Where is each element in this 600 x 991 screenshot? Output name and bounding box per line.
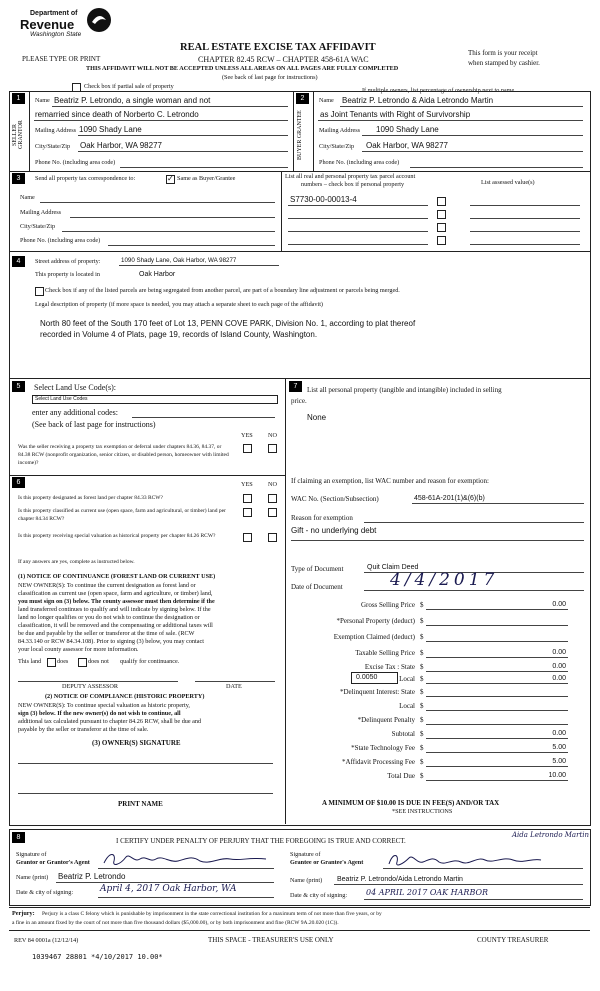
form-warning: THIS AFFIDAVIT WILL NOT BE ACCEPTED UNLESS ALL AREAS ON ALL PAGES ARE FULLY COMPLETED bbox=[86, 65, 399, 72]
exemption-claimed-label: Exemption Claimed (deduct) bbox=[333, 633, 415, 641]
personal-deduct-rule bbox=[426, 625, 568, 626]
processing-fee-dollar: $ bbox=[420, 758, 424, 766]
notice2-line-b: sign (3) below. If the new owner(s) do not wish to continue, all bbox=[18, 710, 181, 717]
exemption-question: Was the seller receiving a property tax exemption or deferral under chapters 84.36, 84.37, or 84.38 RCW (nonprofit organization, senior citizen, or disabled person, homeowner with limited income)? bbox=[18, 444, 229, 466]
forest-land-question: Is this property designated as forest land per chapter 84.33 RCW? bbox=[18, 495, 163, 501]
located-city[interactable]: Oak Harbor bbox=[139, 271, 176, 278]
grantee-phone-rule bbox=[410, 167, 583, 168]
sec6-yes: YES bbox=[241, 481, 253, 488]
sec5-no: NO bbox=[268, 432, 277, 439]
notice1-line-f: classification, it will be removed and the compensating or additional taxes will bbox=[18, 622, 213, 629]
sec5-yes: YES bbox=[241, 432, 253, 439]
this-land-label: This land bbox=[18, 658, 42, 665]
total-due-value[interactable]: 10.00 bbox=[548, 772, 566, 779]
form-subtitle: CHAPTER 82.45 RCW – CHAPTER 458-61A WAC bbox=[198, 55, 369, 64]
notice2-line-a: NEW OWNER(S): To continue special valuation as historic property, bbox=[18, 702, 190, 709]
grantor-mailing-rule bbox=[78, 135, 288, 136]
reason-value[interactable]: Gift - no underlying debt bbox=[291, 526, 377, 535]
sec3-phone-label: Phone No. (including area code) bbox=[20, 237, 101, 244]
street-address[interactable]: 1090 Shady Lane, Oak Harbor, WA 98277 bbox=[121, 257, 237, 264]
same-as-buyer-checkbox[interactable] bbox=[166, 175, 175, 184]
treasurer-space-label: THIS SPACE - TREASURER'S USE ONLY bbox=[208, 936, 334, 944]
exemption-claimed-dollar: $ bbox=[420, 633, 424, 641]
subtotal-dollar: $ bbox=[420, 730, 424, 738]
please-type: PLEASE TYPE OR PRINT bbox=[22, 55, 101, 63]
send-correspondence-label: Send all property tax correspondence to: bbox=[35, 175, 136, 182]
personal-deduct-label: *Personal Property (deduct) bbox=[336, 617, 415, 625]
assessed-rule-1 bbox=[470, 205, 580, 206]
deputy-assessor-label: DEPUTY ASSESSOR bbox=[62, 683, 118, 690]
minimum-due-note: A MINIMUM OF $10.00 IS DUE IN FEE(S) AND/OR TAX bbox=[322, 799, 500, 807]
current-use-no-checkbox[interactable] bbox=[268, 508, 277, 517]
notice1-line-d: land transferred continues to qualify and will indicate by signing below. If the bbox=[18, 606, 211, 613]
receipt-note2: when stamped by cashier. bbox=[468, 59, 540, 67]
owner-sig-rule-2 bbox=[18, 793, 273, 794]
grantor-date-city[interactable]: April 4, 2017 Oak Harbor, WA bbox=[100, 884, 237, 894]
delinquent-local-rule bbox=[426, 710, 568, 711]
land-use-select[interactable] bbox=[32, 395, 278, 404]
grantee-name-line1[interactable]: Beatriz P. Letrondo & Aida Letrondo Martin bbox=[342, 96, 494, 105]
section-8-number: 8 bbox=[12, 832, 25, 843]
personal-property-label1: List all personal property (tangible and intangible) included in selling bbox=[307, 386, 502, 394]
notice2-line-c: additional tax calculated pursuant to chapter 84.26 RCW, shall be due and bbox=[18, 718, 202, 725]
wac-intro: If claiming an exemption, list WAC number and reason for exemption: bbox=[291, 477, 489, 485]
document-date[interactable]: 4/4/2017 bbox=[390, 570, 499, 590]
delinquent-local-label: Local bbox=[399, 702, 415, 710]
grantor-name-print[interactable]: Beatriz P. Letrondo bbox=[58, 872, 126, 881]
section-5-number: 5 bbox=[12, 381, 25, 392]
same-as-buyer-check: ✓ bbox=[167, 174, 174, 183]
local-rate-value: 0.0050 bbox=[356, 674, 378, 681]
reason-rule-2 bbox=[291, 540, 584, 541]
excise-state-dollar: $ bbox=[420, 663, 424, 671]
deputy-date-rule bbox=[195, 681, 275, 682]
personal-property-checkbox-3[interactable] bbox=[437, 223, 446, 232]
see-instructions-note: *SEE INSTRUCTIONS bbox=[392, 808, 453, 815]
sec3-phone-rule bbox=[108, 245, 275, 246]
exemption-yes-checkbox[interactable] bbox=[243, 444, 252, 453]
taxable-value[interactable]: 0.00 bbox=[552, 649, 566, 656]
grantor-name-line1-rule bbox=[52, 106, 288, 107]
grantee-name-line2[interactable]: as Joint Tenants with Right of Survivorship bbox=[320, 110, 471, 119]
grantee-date-rule bbox=[364, 899, 583, 900]
assessed-rule-3 bbox=[470, 231, 580, 232]
grantee-name-line1-rule bbox=[340, 106, 583, 107]
penalty-rule bbox=[426, 724, 568, 725]
penalty-dollar: $ bbox=[420, 716, 424, 724]
sec5-see-back: (See back of last page for instructions) bbox=[32, 420, 156, 429]
document-type[interactable]: Quit Claim Deed bbox=[367, 564, 419, 571]
sec12-bottom bbox=[9, 171, 590, 172]
buyer-grantee-label: BUYER GRANTEE bbox=[297, 110, 303, 160]
delinquent-state-rule bbox=[426, 696, 568, 697]
excise-state-value[interactable]: 0.00 bbox=[552, 663, 566, 670]
grantor-mailing[interactable]: 1090 Shady Lane bbox=[79, 125, 142, 134]
multiple-owners-label: If multiple owners, list percentage of ownership next to name. bbox=[362, 87, 516, 94]
agency-line3: Washington State bbox=[30, 31, 82, 38]
same-as-buyer-label: Same as Buyer/Grantee bbox=[177, 175, 236, 182]
notice1-line-g: be due and payable by the seller or transferor at the time of sale. (RCW bbox=[18, 630, 195, 637]
assessed-rule-4 bbox=[470, 244, 580, 245]
document-type-label: Type of Document bbox=[291, 565, 344, 573]
treasurer-stamp: 1039467 28801 *4/10/2017 10.00* bbox=[32, 953, 163, 961]
grantor-city-rule bbox=[78, 151, 288, 152]
assessed-rule-2 bbox=[470, 218, 580, 219]
personal-property-value[interactable]: None bbox=[307, 413, 327, 422]
receipt-note1: This form is your receipt bbox=[468, 49, 538, 57]
local-dollar: $ bbox=[420, 675, 424, 683]
section-1-number: 1 bbox=[12, 93, 25, 104]
sec3-city-label: City/State/Zip bbox=[20, 223, 56, 230]
tech-fee-value[interactable]: 5.00 bbox=[552, 744, 566, 751]
qualify-label: qualify for continuance. bbox=[120, 658, 180, 665]
additional-codes-label: enter any additional codes: bbox=[32, 408, 118, 417]
excise-state-label: Excise Tax : State bbox=[364, 663, 415, 671]
additional-codes-rule bbox=[132, 417, 275, 418]
grantor-sig-rule bbox=[98, 868, 274, 869]
sec6-no: NO bbox=[268, 481, 277, 488]
parcel-header2: numbers – check box if personal property bbox=[301, 181, 405, 188]
does-not-label: does not bbox=[88, 658, 109, 665]
owner-signature-label: (3) OWNER(S) SIGNATURE bbox=[92, 739, 181, 747]
grantor-sig-label2: Grantor or Grantor's Agent bbox=[16, 859, 90, 866]
tech-fee-rule bbox=[426, 752, 568, 753]
deputy-rule bbox=[18, 681, 178, 682]
personal-property-checkbox-1[interactable] bbox=[437, 197, 446, 206]
section-7-number: 7 bbox=[289, 381, 302, 392]
document-date-label: Date of Document bbox=[291, 583, 343, 591]
local-rule bbox=[426, 683, 568, 684]
grantee-mailing[interactable]: 1090 Shady Lane bbox=[376, 125, 439, 134]
notice-compliance-title: (2) NOTICE OF COMPLIANCE (HISTORIC PROPERTY) bbox=[45, 693, 205, 700]
grantee-city-rule bbox=[362, 151, 583, 152]
perjury-bold: Perjury: bbox=[12, 910, 35, 917]
grantor-name-line2[interactable]: remarried since death of Norberto C. Letrondo bbox=[35, 110, 199, 119]
sec3-mailing-rule bbox=[70, 217, 275, 218]
notice2-line-d: payable by the seller or transferor at the time of sale. bbox=[18, 726, 149, 733]
local-value[interactable]: 0.00 bbox=[552, 675, 566, 682]
exemption-claimed-rule bbox=[426, 641, 568, 642]
land-use-label: Select Land Use Code(s): bbox=[34, 383, 116, 392]
sec5-bottom bbox=[9, 475, 285, 476]
personal-property-checkbox-2[interactable] bbox=[437, 210, 446, 219]
notice1-line-i: your local county assessor for more information. bbox=[18, 646, 139, 653]
grantee-city[interactable]: Oak Harbor, WA 98277 bbox=[366, 141, 448, 150]
located-label: This property is located in bbox=[35, 271, 100, 278]
taxable-dollar: $ bbox=[420, 649, 424, 657]
wac-label: WAC No. (Section/Subsection) bbox=[291, 495, 379, 503]
grantee-mailing-rule bbox=[362, 135, 583, 136]
gross-rule bbox=[426, 609, 568, 610]
owner-sig-rule-1 bbox=[18, 763, 273, 764]
assessed-header: List assessed value(s) bbox=[481, 179, 535, 186]
gross-value[interactable]: 0.00 bbox=[552, 601, 566, 608]
grantee-name-line2-rule bbox=[318, 120, 583, 121]
current-use-question: Is this property classified as current use (open space, farm and agricultural, or timber) land per chapter 84.34 RCW? bbox=[18, 508, 226, 522]
sec3-bottom bbox=[9, 251, 590, 252]
print-name-label: PRINT NAME bbox=[118, 800, 163, 808]
grantee-signature[interactable] bbox=[385, 850, 545, 870]
certify-statement: I CERTIFY UNDER PENALTY OF PERJURY THAT THE FOREGOING IS TRUE AND CORRECT. bbox=[116, 837, 406, 845]
sec1-phone-label: Phone No. (including area code) bbox=[35, 159, 116, 166]
section-4-number: 4 bbox=[12, 256, 25, 267]
sec2-city-label: City/State/Zip bbox=[319, 143, 355, 150]
perjury-text-line2: a fine in an amount fixed by the court of not more than five thousand dollars ($5,000.00), or by both imprisonment and fine (RCW 9A.20.020 (1C)). bbox=[12, 920, 339, 926]
grantee-sig-label2: Grantee or Grantee's Agent bbox=[290, 859, 364, 866]
sec2-name-label: Name bbox=[319, 97, 334, 104]
certify-handwritten-note: Aida Letrondo Martin bbox=[512, 831, 590, 839]
grantee-date-city[interactable]: 04 APRIL 2017 OAK HARBOR bbox=[366, 888, 489, 897]
historical-yes-checkbox[interactable] bbox=[243, 533, 252, 542]
sec1-city-label: City/State/Zip bbox=[35, 143, 71, 150]
tech-fee-dollar: $ bbox=[420, 744, 424, 752]
partial-sale-label: Check box if partial sale of property bbox=[84, 83, 174, 90]
parcel-rule-2 bbox=[288, 218, 428, 219]
grantor-name-print-label: Name (print) bbox=[16, 874, 49, 881]
forest-no-checkbox[interactable] bbox=[268, 494, 277, 503]
legal-description-line2[interactable]: recorded in Volume 4 of Plats, page 19, records of Island County, Washington. bbox=[40, 330, 318, 339]
current-use-yes-checkbox[interactable] bbox=[243, 508, 252, 517]
historical-question: Is this property receiving special valuation as historical property per chapter 84.26 RCW? bbox=[18, 533, 216, 539]
center-divider bbox=[285, 378, 286, 824]
gross-label: Gross Selling Price bbox=[360, 601, 415, 609]
sec2-phone-label: Phone No. (including area code) bbox=[319, 159, 400, 166]
grantee-name-print-rule bbox=[334, 884, 583, 885]
grantor-phone-rule bbox=[120, 167, 288, 168]
agency-line2: Revenue bbox=[20, 17, 75, 32]
local-rate-box[interactable] bbox=[351, 672, 398, 684]
notice1-line-b: classification as current use (open space, farm and agriculture, or timber) land, bbox=[18, 590, 213, 597]
taxable-rule bbox=[426, 657, 568, 658]
delinquent-local-dollar: $ bbox=[420, 702, 424, 710]
street-label: Street address of property: bbox=[35, 258, 101, 265]
segregated-label: Check box if any of the listed parcels are being segregated from another parcel, are part of a boundary line adjustment or parcels being merged. bbox=[45, 287, 400, 294]
sec1-divider bbox=[29, 91, 30, 171]
wac-rule bbox=[412, 503, 584, 504]
delinquent-state-dollar: $ bbox=[420, 688, 424, 696]
sec3-mailing-label: Mailing Address bbox=[20, 209, 62, 216]
grantee-name-print[interactable]: Beatriz P. Letrondo/Aida Letrondo Martin bbox=[337, 876, 463, 883]
notice-continuance-title: (1) NOTICE OF CONTINUANCE (FOREST LAND OR CURRENT USE) bbox=[18, 573, 216, 580]
total-due-rule bbox=[426, 780, 568, 781]
document-date-rule bbox=[364, 590, 584, 591]
reason-label: Reason for exemption bbox=[291, 514, 353, 522]
grantor-date-label: Date & city of signing: bbox=[16, 889, 74, 896]
sec1-name-label: Name bbox=[35, 97, 50, 104]
personal-property-checkbox-4[interactable] bbox=[437, 236, 446, 245]
sec3-city-rule bbox=[62, 231, 275, 232]
land-use-select-value: Select Land Use Codes bbox=[35, 396, 88, 402]
total-due-label: Total Due bbox=[387, 772, 415, 780]
grantee-date-label: Date & city of signing: bbox=[290, 892, 348, 899]
grantor-signature[interactable] bbox=[100, 849, 270, 869]
notice1-line-e: land no longer qualifies or you do not wish to continue the designation or bbox=[18, 614, 200, 621]
form-revision: REV 84 0001a (12/12/14) bbox=[14, 937, 79, 944]
footer-top-rule bbox=[9, 907, 590, 908]
does-checkbox[interactable] bbox=[47, 658, 56, 667]
parcel-rule-1 bbox=[288, 205, 428, 206]
see-back: (See back of last page for instructions) bbox=[222, 74, 318, 81]
section-3-number: 3 bbox=[12, 173, 25, 184]
total-due-dollar: $ bbox=[420, 772, 424, 780]
legal-description-line1[interactable]: North 80 feet of the South 170 feet of Lot 13, PENN COVE PARK, Division No. 1, according to plat thereof bbox=[40, 319, 416, 328]
excise-state-rule bbox=[426, 671, 568, 672]
subtotal-value[interactable]: 0.00 bbox=[552, 730, 566, 737]
notice1-line-c: you must sign on (3) below. The county assessor must then determine if the bbox=[18, 598, 215, 605]
notice1-line-a: NEW OWNER(S): To continue the current designation as forest land or bbox=[18, 582, 196, 589]
grantor-city[interactable]: Oak Harbor, WA 98277 bbox=[80, 141, 162, 150]
historical-no-checkbox[interactable] bbox=[268, 533, 277, 542]
grantee-name-print-label: Name (print) bbox=[290, 877, 323, 884]
subtotal-rule bbox=[426, 738, 568, 739]
deputy-date-label: DATE bbox=[226, 683, 242, 690]
grantor-name-line2-rule bbox=[34, 120, 288, 121]
section-6-number: 6 bbox=[12, 477, 25, 488]
grantor-name-line1[interactable]: Beatriz P. Letrondo, a single woman and not bbox=[54, 96, 211, 105]
agency-line1: Department of bbox=[30, 10, 78, 17]
parcel-number[interactable]: S7730-00-00013-4 bbox=[290, 195, 357, 204]
grantor-name-print-rule bbox=[56, 882, 274, 883]
grantee-sig-rule bbox=[383, 868, 583, 869]
personal-deduct-dollar: $ bbox=[420, 617, 424, 625]
form-title: REAL ESTATE EXCISE TAX AFFIDAVIT bbox=[180, 42, 376, 53]
processing-fee-label: *Affidavit Processing Fee bbox=[342, 758, 415, 766]
penalty-label: *Delinquent Penalty bbox=[357, 716, 415, 724]
grantor-date-rule bbox=[98, 897, 274, 898]
does-label: does bbox=[57, 658, 69, 665]
grantee-sig-label1: Signature of bbox=[290, 851, 321, 858]
perjury-text-line1: Perjury is a class C felony which is punishable by imprisonment in the state correctional institution for a maximum term of not more than five years, or by bbox=[42, 911, 382, 917]
tech-fee-label: *State Technology Fee bbox=[351, 744, 415, 752]
sec4-bottom bbox=[9, 378, 590, 379]
local-label: Local bbox=[399, 675, 415, 683]
forest-yes-checkbox[interactable] bbox=[243, 494, 252, 503]
notice1-line-h: 84.33.140 or RCW 84.34.108). Prior to signing (3) below, you may contact bbox=[18, 638, 204, 645]
parcel-header1: List all real and personal property tax parcel account bbox=[285, 173, 416, 180]
seller-grantor-label: SELLER GRANTOR bbox=[12, 120, 24, 150]
segregated-checkbox[interactable] bbox=[35, 287, 44, 296]
if-yes-note: If any answers are yes, complete as instructed below. bbox=[18, 559, 135, 565]
sec3-divider bbox=[281, 171, 282, 251]
wac-number[interactable]: 458-61A-201(1)&(6)(b) bbox=[414, 495, 485, 502]
sec2-divider bbox=[313, 91, 314, 171]
sec3-name-label: Name bbox=[20, 194, 35, 201]
sec3-name-rule bbox=[40, 202, 275, 203]
sec1-mailing-label: Mailing Address bbox=[35, 127, 77, 134]
grantor-sig-label1: Signature of bbox=[16, 851, 47, 858]
does-not-checkbox[interactable] bbox=[78, 658, 87, 667]
delinquent-state-label: *Delinquent Interest: State bbox=[339, 688, 415, 696]
legal-label: Legal description of property (if more space is needed, you may attach a separate sheet to each page of the affidavit) bbox=[35, 301, 323, 308]
street-rule bbox=[119, 265, 279, 266]
taxable-label: Taxable Selling Price bbox=[355, 649, 415, 657]
section-2-number: 2 bbox=[296, 93, 309, 104]
county-treasurer-label: COUNTY TREASURER bbox=[477, 936, 549, 944]
personal-property-label2: price. bbox=[291, 397, 307, 405]
processing-fee-value[interactable]: 5.00 bbox=[552, 758, 566, 765]
parcel-rule-4 bbox=[288, 244, 428, 245]
parcel-rule-3 bbox=[288, 231, 428, 232]
dor-logo-icon bbox=[86, 7, 112, 33]
subtotal-label: Subtotal bbox=[391, 730, 415, 738]
exemption-no-checkbox[interactable] bbox=[268, 444, 277, 453]
footer-bottom-rule bbox=[9, 930, 590, 931]
reason-rule bbox=[364, 522, 584, 523]
gross-dollar: $ bbox=[420, 601, 424, 609]
sec1-sec2-divider bbox=[293, 91, 294, 171]
sec2-mailing-label: Mailing Address bbox=[319, 127, 361, 134]
processing-fee-rule bbox=[426, 766, 568, 767]
